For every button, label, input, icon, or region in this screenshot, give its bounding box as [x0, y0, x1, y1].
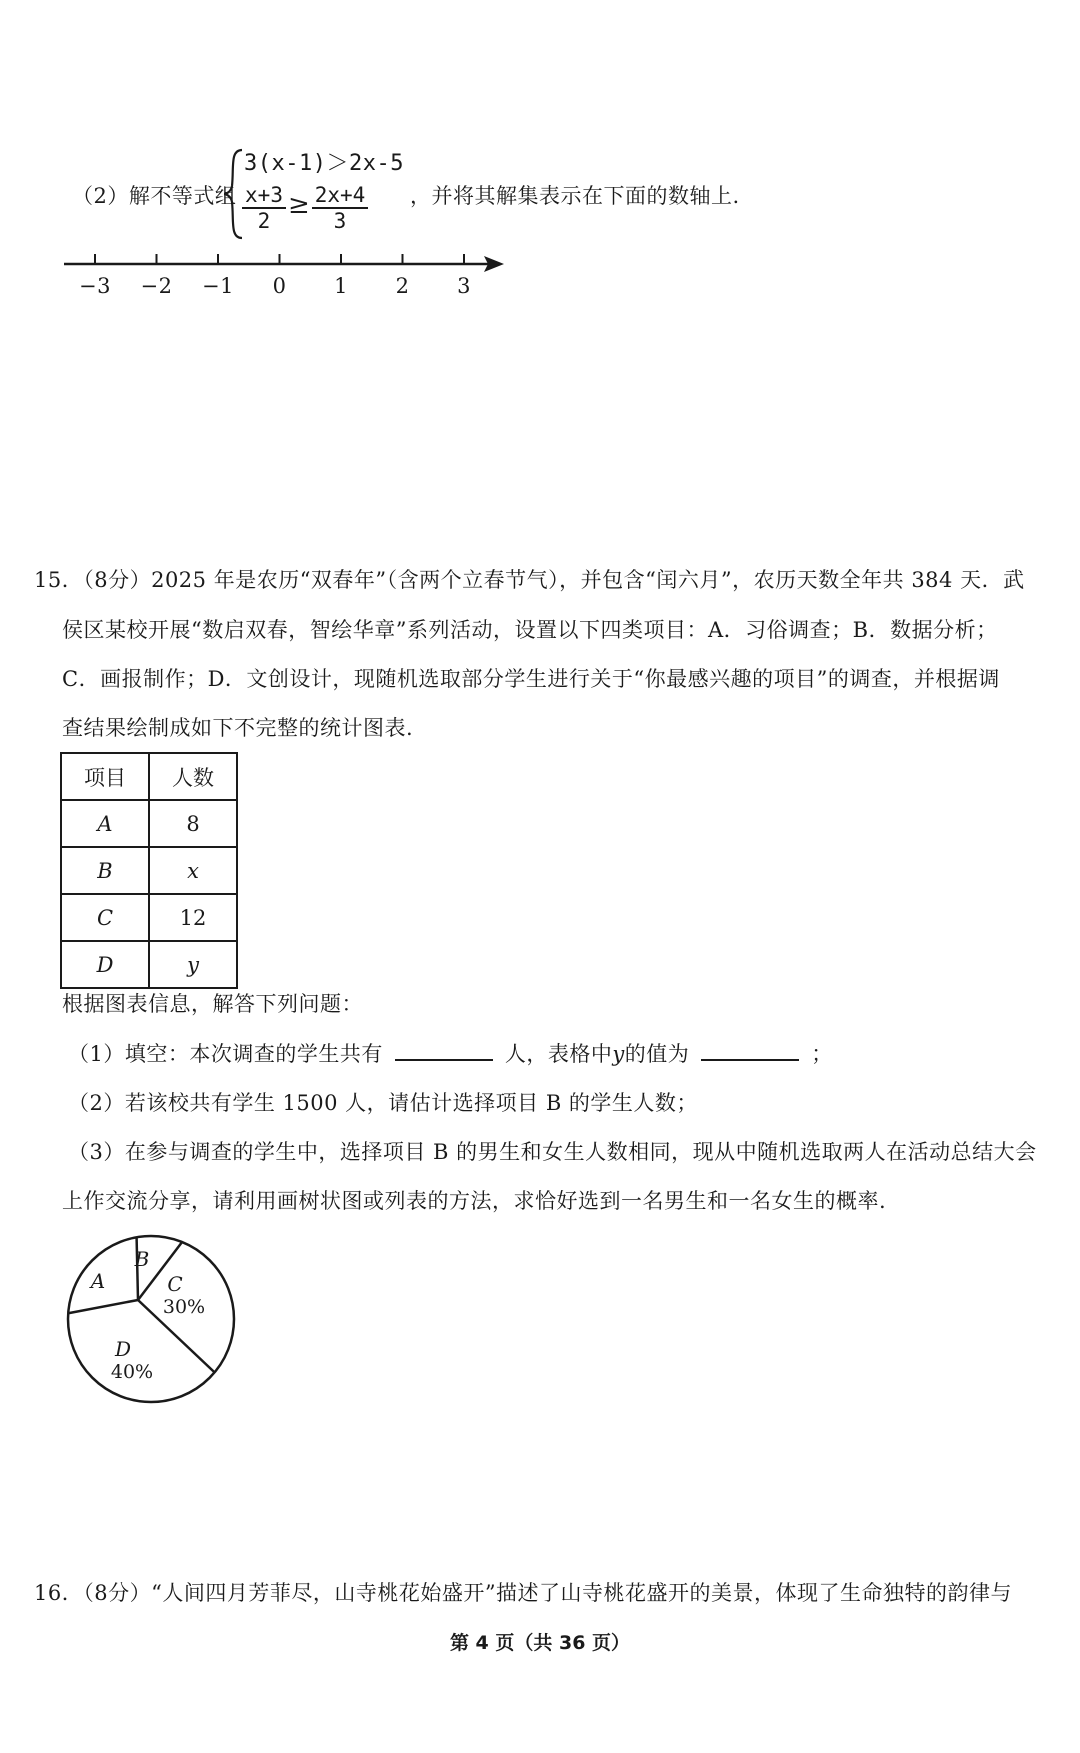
- q14-part2-suffix: ，并将其解集表示在下面的数轴上.: [410, 184, 740, 208]
- answer-blank-y[interactable]: [701, 1041, 799, 1061]
- q15-sub1-text-c: 的值为: [624, 1042, 690, 1066]
- fraction-left-denominator: 2: [257, 209, 271, 233]
- table-header-cell: 项目: [61, 753, 149, 800]
- pie-slice-label: A: [90, 1269, 106, 1293]
- pie-slice-percent: 40%: [110, 1361, 154, 1383]
- fraction-right-denominator: 3: [333, 209, 347, 233]
- q15-intro: 根据图表信息，解答下列问题：: [62, 992, 363, 1016]
- table-cell: 12: [149, 894, 237, 941]
- table-header-row: [61, 753, 237, 800]
- number-line-tick-label: −3: [79, 274, 111, 298]
- table-cell: D: [61, 941, 149, 988]
- q15-sub1: [68, 1038, 833, 1068]
- table-cell: B: [61, 847, 149, 894]
- table-cell: 8: [149, 800, 237, 847]
- stats-table: [60, 752, 238, 989]
- table-cell: y: [149, 941, 237, 988]
- fraction-left: [242, 183, 286, 233]
- number-line-tick-label: 2: [395, 274, 410, 298]
- number-line-tick-label: −2: [140, 274, 173, 298]
- q15-line2: 侯区某校开展“数启双春，智绘华章”系列活动，设置以下四类项目：A．习俗调查；B．数据分析；: [62, 618, 998, 642]
- q15-sub3-line2: 上作交流分享，请利用画树状图或列表的方法，求恰好选到一名男生和一名女生的概率.: [62, 1189, 887, 1213]
- fraction-right: [312, 183, 368, 233]
- answer-blank-total[interactable]: [395, 1041, 493, 1061]
- table-row: [61, 941, 237, 988]
- pie-slice-divider: [68, 1300, 138, 1313]
- q15-sub1-text-b: 人，表格中: [504, 1042, 613, 1066]
- q15-line1: 15．（8分）2025 年是农历“双春年”（含两个立春节气），并包含“闰六月”，农历天数全年共 384 天．武: [34, 568, 1025, 592]
- q15-sub1-text-d: ；: [811, 1042, 833, 1066]
- q14-part2-label: （2）解不等式组: [72, 184, 237, 208]
- q15-sub2: （2）若该校共有学生 1500 人，请估计选择项目 B 的学生人数；: [68, 1091, 698, 1115]
- table-row: [61, 800, 237, 847]
- table-row: [61, 894, 237, 941]
- pie-slice-label: B: [134, 1247, 150, 1271]
- pie-slice-percent: 30%: [162, 1296, 206, 1318]
- fraction-right-numerator: 2x+4: [312, 183, 368, 209]
- page-footer: 第 4 页（共 36 页）: [449, 1632, 631, 1654]
- q15-sub3-line1: （3）在参与调查的学生中，选择项目 B 的男生和女生人数相同，现从中随机选取两人在活动总结大会: [68, 1140, 1037, 1164]
- table-cell: A: [61, 800, 149, 847]
- table-cell: x: [149, 847, 237, 894]
- q15-line3: C．画报制作；D．文创设计，现随机选取部分学生进行关于“你最感兴趣的项目”的调查，并根据调: [62, 667, 1000, 691]
- table-row: [61, 847, 237, 894]
- inequality-1: 3(x-1)＞2x-5: [244, 151, 404, 176]
- fraction-left-numerator: x+3: [242, 183, 286, 209]
- q15-sub1-text-a: （1）填空：本次调查的学生共有: [68, 1042, 383, 1066]
- q15-sub1-variable: y: [612, 1042, 625, 1066]
- table-cell: C: [61, 894, 149, 941]
- number-line-tick-label: −1: [202, 274, 234, 298]
- number-line-tick-label: 0: [272, 274, 287, 298]
- q16-line1: 16．（8分）“人间四月芳菲尽，山寺桃花始盛开”描述了山寺桃花盛开的美景，体现了生命独特的韵律与: [34, 1581, 1013, 1605]
- pie-chart: [60, 1228, 240, 1408]
- number-line-tick-label: 3: [457, 274, 471, 298]
- table-header-cell: 人数: [149, 753, 237, 800]
- pie-slice-label: C: [167, 1272, 183, 1296]
- number-line-tick-label: 1: [334, 274, 348, 298]
- inequality-relation: ≥: [288, 190, 311, 220]
- pie-slice-label: D: [114, 1337, 132, 1361]
- q15-line4: 查结果绘制成如下不完整的统计图表.: [62, 716, 414, 740]
